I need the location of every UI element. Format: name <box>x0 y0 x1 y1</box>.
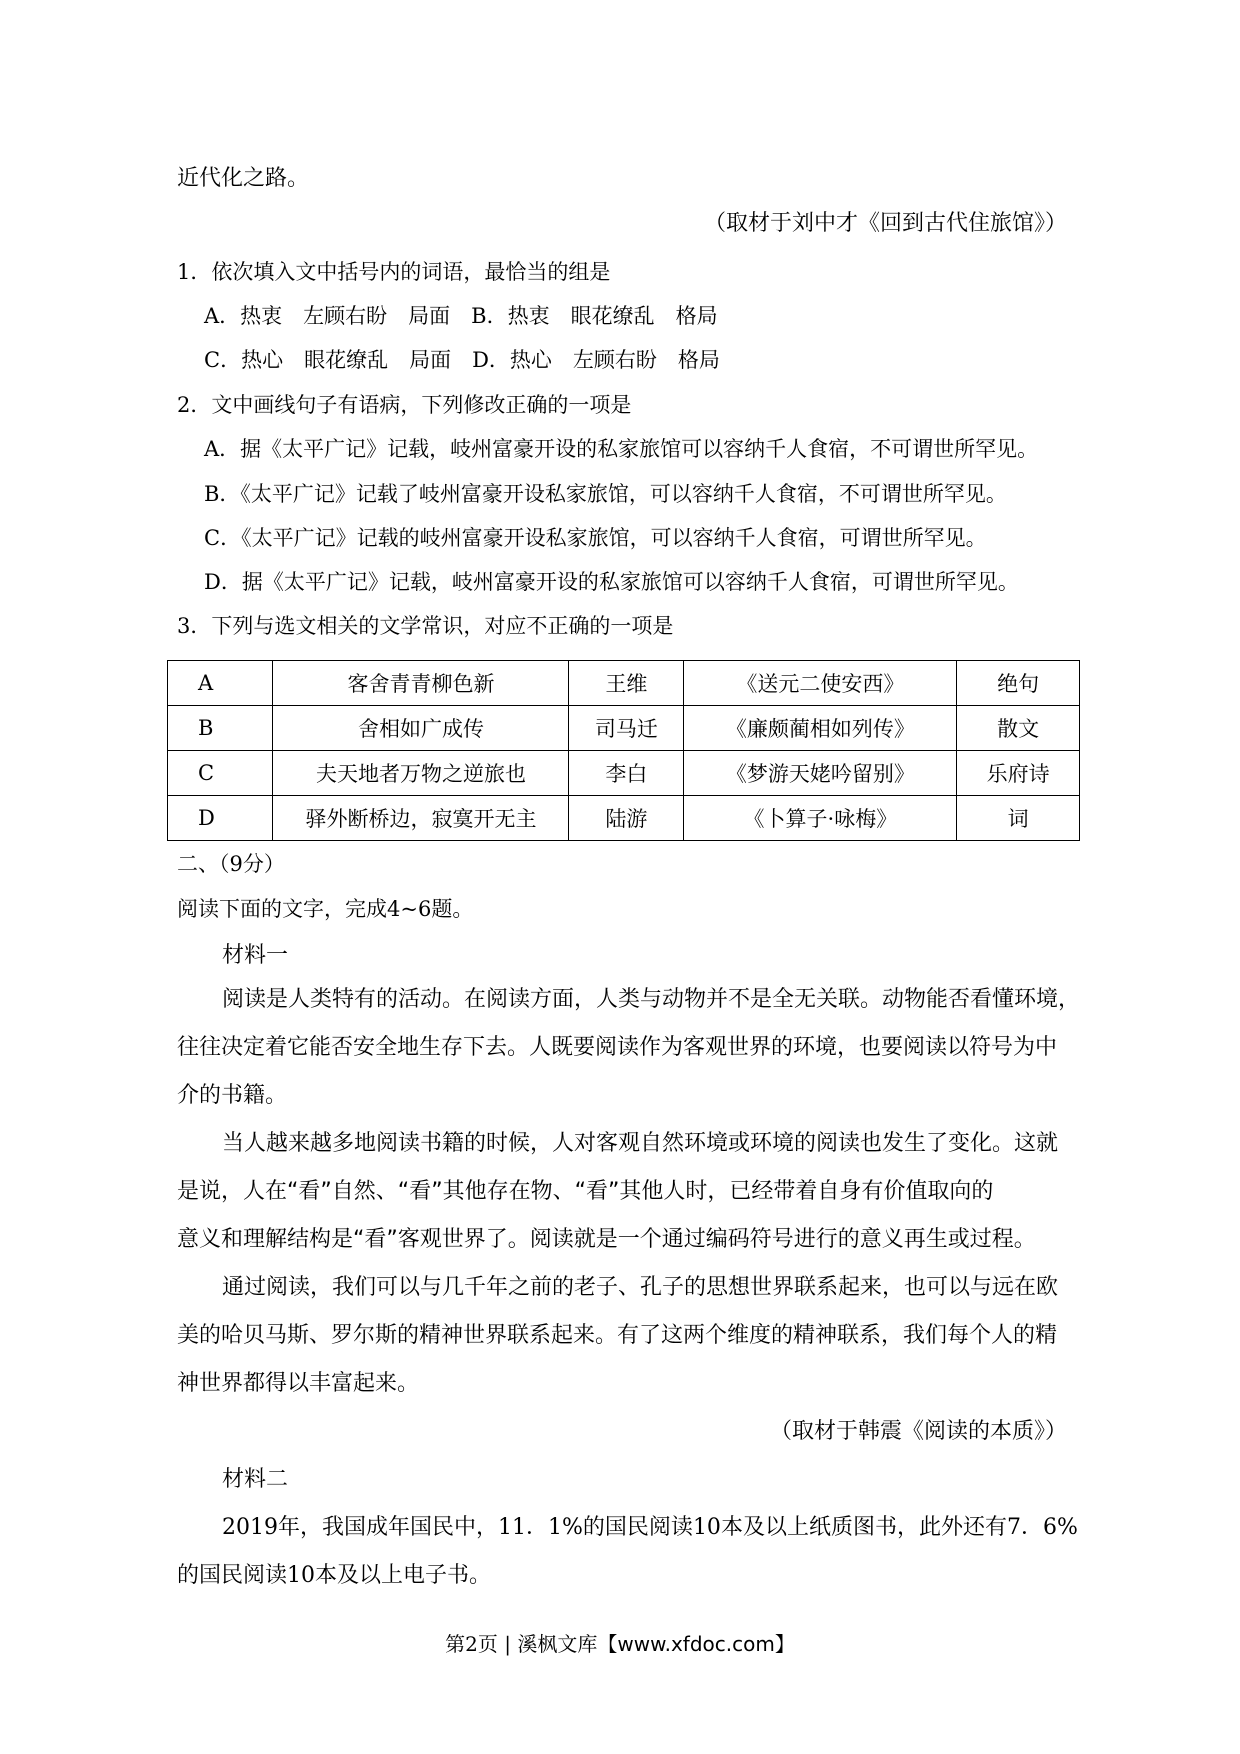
table-cell-genre: 乐府诗 <box>957 751 1080 796</box>
table-cell-genre: 绝句 <box>957 661 1080 706</box>
table-cell-genre: 词 <box>957 796 1080 841</box>
table-row <box>168 706 1080 751</box>
question-1-stem: 1．依次填入文中括号内的词语，最恰当的组是 <box>177 260 611 284</box>
material-2-line-2 <box>177 1562 491 1590</box>
material-1-line: 神世界都得以丰富起来。 <box>177 1371 420 1396</box>
question-2-option-b: B．《太平广记》记载了岐州富豪开设私家旅馆，可以容纳千人食宿，不可谓世所罕见。 <box>204 482 1007 506</box>
material-2-label: 材料二 <box>222 1467 289 1492</box>
material-2-text: 年，我国成年国民中， <box>278 1515 499 1540</box>
section-2-heading: 二、（9分） <box>177 852 285 876</box>
table-cell-author: 王维 <box>569 661 684 706</box>
table-cell-line: 客舍青青柳色新 <box>273 661 569 706</box>
table-cell-author: 李白 <box>569 751 684 796</box>
question-2-option-a: A．据《太平广记》记载，岐州富豪开设的私家旅馆可以容纳千人食宿，不可谓世所罕见。 <box>204 437 1039 461</box>
material-1-line: 是说，人在“看”自然、“看”其他存在物、“看”其他人时，已经带着自身有价值取向的 <box>177 1179 994 1204</box>
section-2-instruction: 阅读下面的文字，完成4~6题。 <box>177 897 474 921</box>
table-cell-line: 夫天地者万物之逆旅也 <box>273 751 569 796</box>
footer-separator: | <box>504 1632 511 1656</box>
page-number-prefix: 第 <box>445 1632 466 1656</box>
material-2-number: 10 <box>287 1563 316 1588</box>
question-2-stem: 2．文中画线句子有语病，下列修改正确的一项是 <box>177 393 632 417</box>
material-2-text: 本及以上纸质图书，此外还有 <box>720 1515 1007 1540</box>
material-1-line: 往往决定着它能否安全地生存下去。人既要阅读作为客观世界的环境，也要阅读以符号为中 <box>177 1035 1058 1060</box>
table-cell-author: 司马迁 <box>569 706 684 751</box>
material-1-line: 当人越来越多地阅读书籍的时候，人对客观自然环境或环境的阅读也发生了变化。这就 <box>222 1131 1059 1156</box>
material-2-percent: 11．1% <box>498 1515 583 1540</box>
question-2-option-d: D．据《太平广记》记载，岐州富豪开设的私家旅馆可以容纳千人食宿，可谓世所罕见。 <box>204 570 1019 594</box>
material-2-text: 的国民阅读 <box>582 1515 693 1540</box>
material-1-line: 介的书籍。 <box>177 1083 288 1108</box>
material-1-source: （取材于韩震《阅读的本质》） <box>769 1419 1067 1444</box>
footer-brand: 溪枫文库 <box>517 1632 598 1656</box>
question-3-stem: 3．下列与选文相关的文学常识，对应不正确的一项是 <box>177 614 674 638</box>
material-2-text: 的国民阅读 <box>177 1563 288 1588</box>
page-footer <box>0 1630 1240 1658</box>
table-cell-author: 陆游 <box>569 796 684 841</box>
material-1-line: 通过阅读，我们可以与几千年之前的老子、孔子的思想世界联系起来，也可以与远在欧 <box>222 1275 1059 1300</box>
table-cell-genre: 散文 <box>957 706 1080 751</box>
material-2-text: 本及以上电子书。 <box>315 1563 492 1588</box>
table-row <box>168 661 1080 706</box>
page-number: 2 <box>465 1632 478 1656</box>
passage-continuation: 近代化之路。 <box>177 166 310 191</box>
table-cell-option: B <box>168 706 273 751</box>
material-2-year: 2019 <box>222 1515 278 1540</box>
question-1-options-row-1: A．热衷 左顾右盼 局面 B．热衷 眼花缭乱 格局 <box>204 304 718 328</box>
question-1-options-row-2: C．热心 眼花缭乱 局面 D．热心 左顾右盼 格局 <box>204 348 720 372</box>
table-cell-work: 《廉颇蔺相如列传》 <box>684 706 957 751</box>
table-row <box>168 796 1080 841</box>
material-2-number: 10 <box>692 1515 721 1540</box>
literature-table <box>167 660 1080 841</box>
table-cell-option: A <box>168 661 273 706</box>
material-1-line: 意义和理解结构是“看”客观世界了。阅读就是一个通过编码符号进行的意义再生或过程。 <box>177 1227 1036 1252</box>
table-cell-work: 《送元二使安西》 <box>684 661 957 706</box>
material-2-percent: 7．6% <box>1006 1515 1078 1540</box>
table-row <box>168 751 1080 796</box>
passage-source: （取材于刘中才《回到古代住旅馆》） <box>703 211 1067 236</box>
material-1-line: 美的哈贝马斯、罗尔斯的精神世界联系起来。有了这两个维度的精神联系，我们每个人的精 <box>177 1323 1058 1348</box>
table-cell-option: C <box>168 751 273 796</box>
table-cell-option: D <box>168 796 273 841</box>
material-1-line: 阅读是人类特有的活动。在阅读方面，人类与动物并不是全无关联。动物能否看懂环境， <box>222 987 1081 1012</box>
question-2-option-c: C．《太平广记》记载的岐州富豪开设私家旅馆，可以容纳千人食宿，可谓世所罕见。 <box>204 526 987 550</box>
page-number-suffix: 页 <box>477 1632 498 1656</box>
table-cell-work: 《卜算子·咏梅》 <box>684 796 957 841</box>
table-cell-work: 《梦游天姥吟留别》 <box>684 751 957 796</box>
material-1-label: 材料一 <box>222 943 289 968</box>
material-2-line-1 <box>222 1514 1078 1542</box>
table-cell-line: 舍相如广成传 <box>273 706 569 751</box>
table-cell-line: 驿外断桥边，寂寞开无主 <box>273 796 569 841</box>
footer-url: 【www.xfdoc.com】 <box>597 1632 795 1656</box>
